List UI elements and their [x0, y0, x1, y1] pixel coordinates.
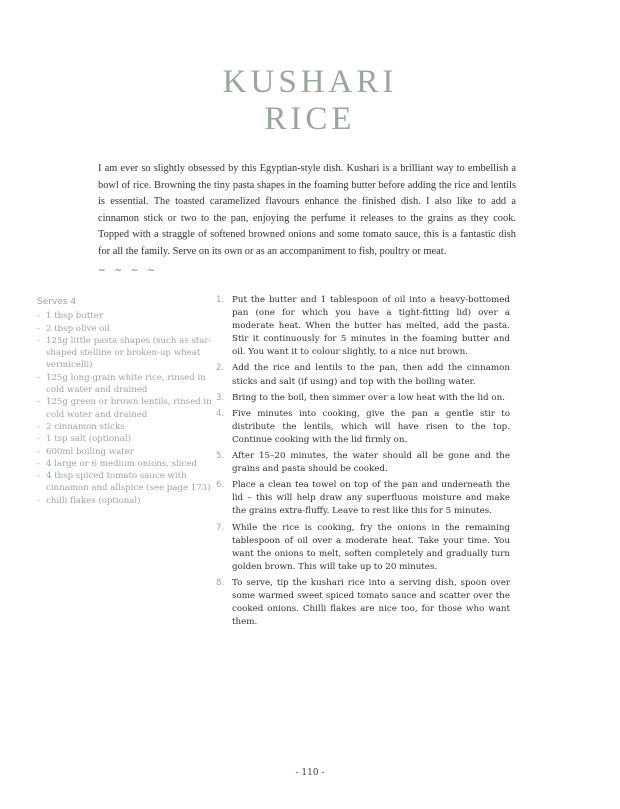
ingredient-item: [37, 433, 212, 445]
bullet-dash: -: [37, 335, 40, 346]
ingredient-text: 1 tsp salt (optional): [46, 434, 131, 445]
step-text: Five minutes into cooking, give the pan a gentle stir to distribute the lentils, which will have risen to the top. Continue cooking with the lid firmly on.: [232, 408, 510, 445]
ingredient-item: [37, 421, 212, 433]
ingredient-text: 125g green or brown lentils, rinsed in cold water and drained: [46, 397, 212, 420]
method-step: [216, 479, 510, 518]
step-text: Put the butter and 1 tablespoon of oil into a heavy-bottomed pan (one for which you have a tight-fitting lid) over a moderate heat. When the butter has melted, add the pasta. Stir it continuously for 5 minutes in the foaming butter and oil. You want it to colour slightly, to a nice nut brown.: [232, 295, 510, 358]
ingredient-text: 2 tbsp olive oil: [46, 323, 110, 334]
ingredient-item: [37, 310, 212, 322]
method-step: [216, 294, 510, 359]
step-text: After 15–20 minutes, the water should all be gone and the grains and pasta should be cooked.: [232, 451, 510, 475]
ingredient-list: [37, 310, 212, 507]
ingredient-text: 125g long-grain white rice, rinsed in cold water and drained: [46, 372, 206, 396]
step-number: 7.: [216, 522, 225, 533]
step-text: Add the rice and lentils to the pan, then add the cinnamon sticks and salt (if using) and top with the boiling water.: [232, 363, 510, 387]
bullet-dash: -: [37, 471, 40, 482]
ingredient-text: 125g little pasta shapes (such as star-shaped stelline or broken-up wheat vermicelli): [46, 335, 212, 371]
ingredient-text: chilli flakes (optional): [46, 495, 141, 506]
ingredient-item: [37, 372, 212, 397]
step-number: 2.: [216, 363, 225, 374]
method-step: [216, 408, 510, 447]
ingredient-item: [37, 495, 212, 507]
step-text: Place a clean tea towel on top of the pan and underneath the lid – this will help draw any superfluous moisture and make the grains extra-fluffy. Leave to rest like this for 5 minutes.: [232, 480, 510, 517]
ingredient-text: 2 cinnamon sticks: [46, 421, 125, 432]
ingredient-text: 4 large or 6 medium onions, sliced: [46, 458, 197, 469]
method-step: [216, 450, 510, 476]
bullet-dash: -: [37, 446, 40, 457]
bullet-dash: -: [37, 372, 40, 383]
step-number: 8.: [216, 577, 225, 588]
step-text: To serve, tip the kushari rice into a serving dish, spoon over some warmed sweet spiced tomato sauce and scatter over the cooked onions. Chilli flakes are nice too, for those who want them.: [232, 577, 510, 628]
bullet-dash: -: [37, 397, 40, 408]
recipe-intro: I am ever so slightly obsessed by this Egyptian-style dish. Kushari is a brilliant way to embellish a bowl of rice. Browning the tiny pasta shapes in the foaming butter before adding the rice and lentils is essential. The toasted caramelized flavours enhance the finished dish. I also like to add a cinnamon stick or two to the pan, enjoying the perfume it releases to the grains as they cook. Topped with a straggle of softened browned onions and some tomato sauce, this is a fantastic dish for all the family. Serve on its own or as an accompaniment to fish, poultry or meat.: [98, 163, 516, 257]
ingredient-item: [37, 323, 212, 335]
ingredient-item: [37, 446, 212, 458]
step-number: 3.: [216, 392, 225, 403]
ingredient-text: 4 tbsp spiced tomato sauce with cinnamon and allspice (see page 173): [46, 471, 211, 494]
bullet-dash: -: [37, 323, 40, 334]
ingredient-item: [37, 396, 212, 421]
method-step: [216, 522, 510, 574]
method-step: [216, 392, 510, 405]
serves-label: Serves 4: [37, 297, 77, 307]
step-number: 5.: [216, 451, 225, 462]
bullet-dash: -: [37, 311, 40, 322]
ingredient-item: [37, 470, 212, 495]
method-step: [216, 362, 510, 388]
recipe-title-line-2: RICE: [264, 101, 356, 137]
bullet-dash: -: [37, 458, 40, 469]
bullet-dash: -: [37, 421, 40, 432]
ingredient-text: 600ml boiling water: [46, 446, 134, 457]
ingredients-sidebar: [37, 296, 212, 507]
page-number: - 110 -: [295, 768, 325, 778]
step-number: 1.: [216, 295, 225, 305]
method-steps: [216, 294, 510, 632]
ingredient-item: [37, 335, 212, 372]
step-number: 6.: [216, 480, 225, 491]
section-divider-flourish: ~ ~ ~ ~: [98, 266, 158, 276]
ingredient-item: [37, 458, 212, 470]
step-number: 4.: [216, 408, 225, 419]
recipe-title-line-1: KUSHARI: [222, 64, 398, 100]
step-text: Bring to the boil, then simmer over a low heat with the lid on.: [232, 392, 505, 403]
bullet-dash: -: [37, 434, 40, 445]
method-step: [216, 577, 510, 629]
ingredient-text: 1 tbsp butter: [46, 311, 103, 322]
step-text: While the rice is cooking, fry the onions in the remaining tablespoon of oil over a moderate heat. Take your time. You want the onions to melt, soften completely and gradually turn golden brown. This will take up to 20 minutes.: [232, 522, 510, 572]
bullet-dash: -: [37, 495, 40, 506]
